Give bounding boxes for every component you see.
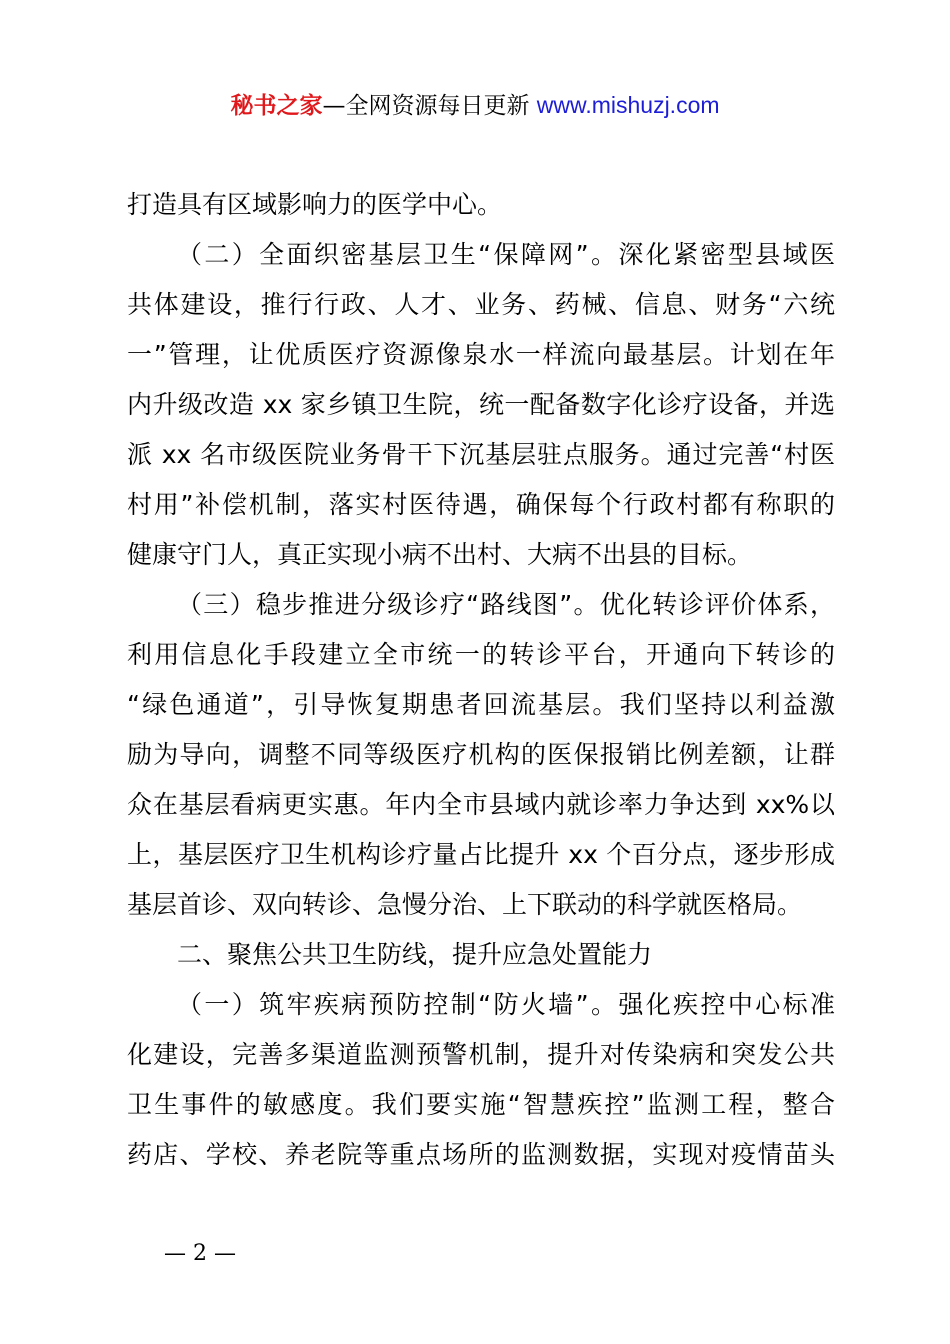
text-line: 化建设，完善多渠道监测预警机制，提升对传染病和突发公共: [127, 1040, 835, 1069]
section-heading-line: （二）全面织密基层卫生“保障网”。深化紧密型县域医: [177, 240, 835, 269]
site-url-link[interactable]: www.mishuzj.com: [536, 92, 720, 118]
text-line: 村用”补偿机制，落实村医待遇，确保每个行政村都有称职的: [127, 490, 835, 519]
text-line: 利用信息化手段建立全市统一的转诊平台，开通向下转诊的: [127, 640, 835, 669]
chapter-heading-line: 二、聚焦公共卫生防线，提升应急处置能力: [177, 940, 653, 969]
page-number: — 2 —: [164, 1241, 236, 1266]
text-line: 健康守门人，真正实现小病不出村、大病不出县的目标。: [127, 540, 753, 569]
document-body: [127, 180, 835, 1180]
text-line: 励为导向，调整不同等级医疗机构的医保报销比例差额，让群: [127, 740, 835, 769]
text-line: 众在基层看病更实惠。年内全市县域内就诊率力争达到 xx%以: [127, 790, 835, 819]
site-header: [0, 88, 950, 123]
text-line: 打造具有区域影响力的医学中心。: [127, 190, 503, 219]
header-tagline: —全网资源每日更新: [322, 93, 537, 119]
text-line: 派 xx 名市级医院业务骨干下沉基层驻点服务。通过完善“村医: [127, 440, 835, 469]
brand-name: 秘书之家: [230, 93, 323, 119]
text-line: 卫生事件的敏感度。我们要实施“智慧疾控”监测工程，整合: [127, 1090, 835, 1119]
text-line: 上，基层医疗卫生机构诊疗量占比提升 xx 个百分点，逐步形成: [127, 840, 835, 869]
text-line: 药店、学校、养老院等重点场所的监测数据，实现对疫情苗头: [127, 1140, 835, 1169]
section-heading-line: （三）稳步推进分级诊疗“路线图”。优化转诊评价体系，: [177, 590, 835, 619]
text-line: “绿色通道”，引导恢复期患者回流基层。我们坚持以利益激: [127, 690, 835, 719]
section-heading-line: （一）筑牢疾病预防控制“防火墙”。强化疾控中心标准: [177, 990, 835, 1019]
text-line: 一”管理，让优质医疗资源像泉水一样流向最基层。计划在年: [127, 340, 835, 369]
text-line: 共体建设，推行行政、人才、业务、药械、信息、财务“六统: [127, 290, 835, 319]
text-line: 内升级改造 xx 家乡镇卫生院，统一配备数字化诊疗设备，并选: [127, 390, 835, 419]
text-line: 基层首诊、双向转诊、急慢分治、上下联动的科学就医格局。: [127, 890, 803, 919]
